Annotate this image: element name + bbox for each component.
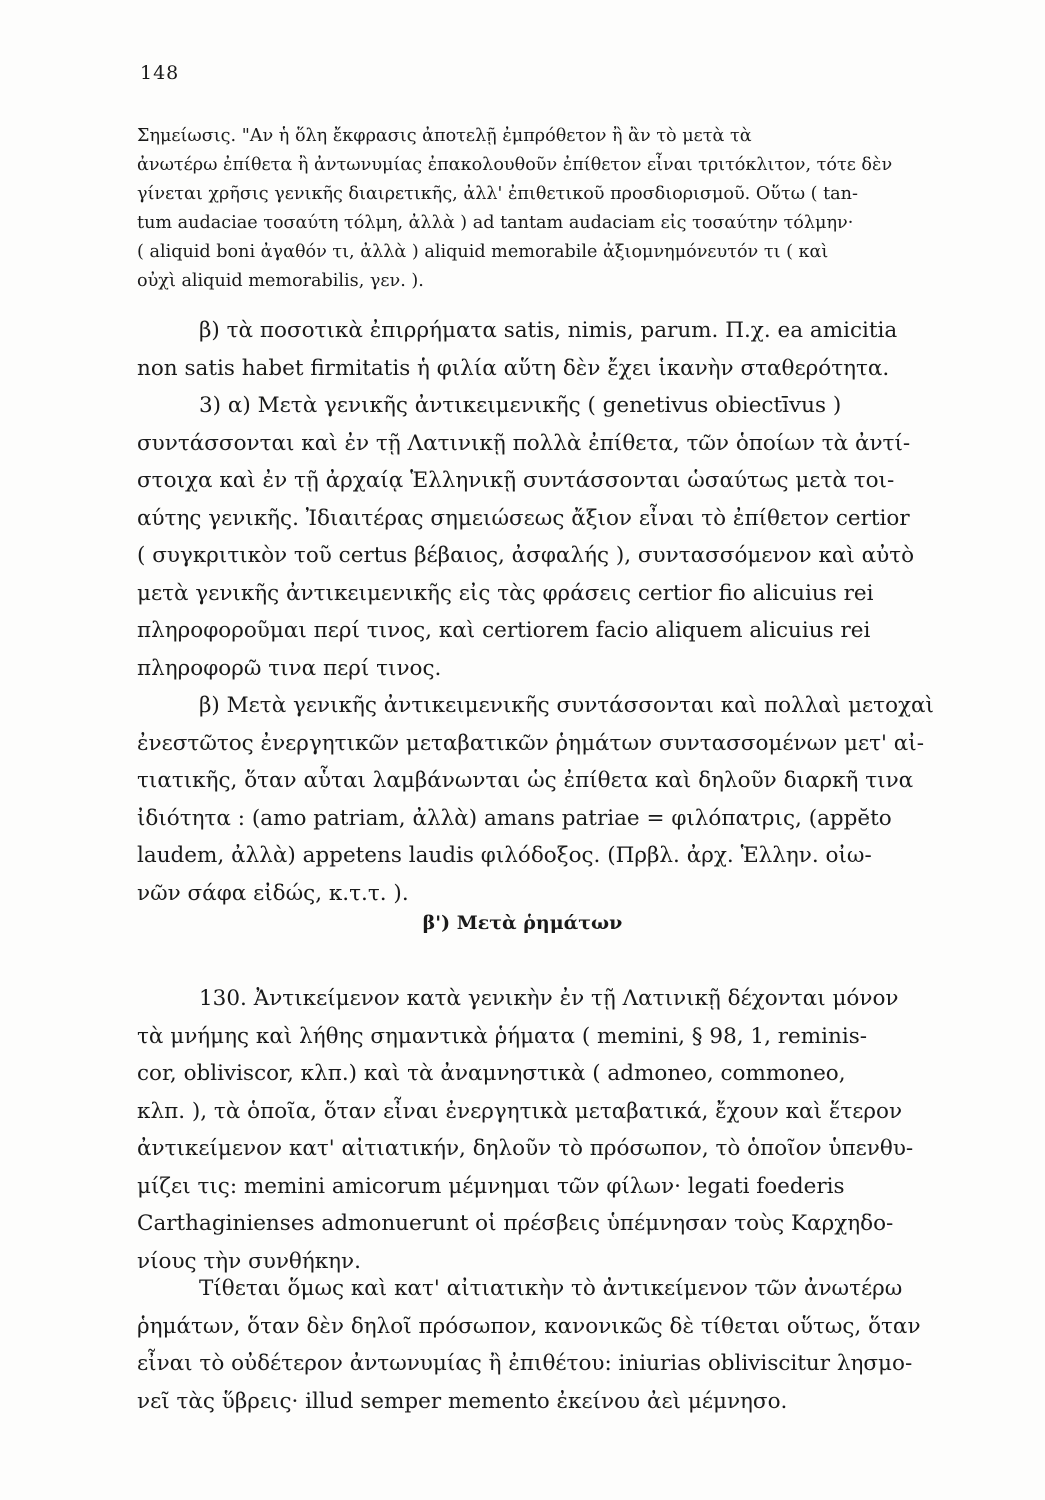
text-line: 3) α) Μετὰ γενικῆς ἀντικειμενικῆς ( genetivus obiectīvus ): [199, 393, 842, 418]
text-line: μίζει τις: memini amicorum μέμνημαι τῶν φίλων· legati foederis: [137, 1173, 845, 1199]
text-line: εἶναι τὸ οὐδέτερον ἀντωνυμίας ἢ ἐπιθέτου: iniurias obliviscitur λησμο-: [137, 1351, 913, 1376]
text-line: πληροφοροῦμαι περί τινος, καὶ certiorem facio aliquem alicuius rei: [137, 618, 871, 643]
text-line: ἀνωτέρω ἐπίθετα ἢ ἀντωνυμίας ἐπακολουθοῦν ἐπίθετον εἶναι τριτόκλιτον, τότε δὲν: [137, 155, 893, 175]
text-line: νῶν σάφα εἰδώς, κ.τ.τ. ).: [137, 880, 409, 906]
text-line: γίνεται χρῆσις γενικῆς διαιρετικῆς, ἀλλ' ἐπιθετικοῦ προσδιορισμοῦ. Οὕτω ( tan-: [137, 184, 858, 204]
paragraph-accusative: [137, 1270, 1003, 1420]
text-line: τιατικῆς, ὅταν αὗται λαμβάνωνται ὡς ἐπίθετα καὶ δηλοῦν διαρκῆ τινα: [137, 768, 914, 793]
text-line: τὰ μνήμης καὶ λήθης σημαντικὰ ῥήματα ( memini, § 98, 1, reminis-: [137, 1023, 868, 1049]
text-line: cor, obliviscor, κλπ.) καὶ τὰ ἀναμνηστικὰ ( admoneo, commoneo,: [137, 1061, 846, 1086]
text-line: laudem, ἀλλὰ) appetens laudis φιλόδοξος. (Πρβλ. ἀρχ. Ἑλλην. οἰω-: [137, 843, 872, 868]
text-line: ῥημάτων, ὅταν δὲν δηλοῖ πρόσωπον, κανονικῶς δὲ τίθεται οὕτως, ὅταν: [137, 1313, 921, 1339]
text-line: νίους τὴν συνθήκην.: [137, 1248, 361, 1274]
note-paragraph: [137, 122, 1003, 296]
text-line: tum audaciae τοσαύτη τόλμη, ἀλλὰ ) ad tantam audaciam εἰς τοσαύτην τόλμην·: [137, 213, 854, 233]
text-line: β) Μετὰ γενικῆς ἀντικειμενικῆς συντάσσονται καὶ πολλαὶ μετοχαὶ: [199, 693, 934, 718]
text-line: ( συγκριτικὸν τοῦ certus βέβαιος, ἀσφαλής ), συντασσόμενον καὶ αὐτὸ: [137, 543, 915, 568]
page-number: 148: [140, 62, 180, 84]
text-line: ἐνεστῶτος ἐνεργητικῶν μεταβατικῶν ῥημάτων συντασσομένων μετ' αἰ-: [137, 730, 924, 756]
text-line: Τίθεται ὅμως καὶ κατ' αἰτιατικὴν τὸ ἀντικείμενον τῶν ἀνωτέρω: [199, 1276, 903, 1301]
text-line: Carthaginienses admonuerunt οἱ πρέσβεις ὑπέμνησαν τοὺς Καρχηδο-: [137, 1211, 894, 1236]
text-line: μετὰ γενικῆς ἀντικειμενικῆς εἰς τὰς φράσεις certior fio alicuius rei: [137, 580, 874, 606]
paragraph-130: [137, 980, 1003, 1280]
text-line: νεῖ τὰς ὕβρεις· illud semper memento ἐκείνου ἀεὶ μέμνησο.: [137, 1388, 788, 1414]
text-line: ( aliquid boni ἀγαθόν τι, ἀλλὰ ) aliquid memorabile ἀξιομνημόνευτόν τι ( καὶ: [137, 242, 829, 262]
text-line: ἀντικείμενον κατ' αἰτιατικήν, δηλοῦν τὸ πρόσωπον, τὸ ὁποῖον ὑπενθυ-: [137, 1136, 914, 1161]
text-line: οὐχὶ aliquid memorabilis, γεν. ).: [137, 271, 424, 291]
text-line: κλπ. ), τὰ ὁποῖα, ὅταν εἶναι ἐνεργητικὰ μεταβατικά, ἔχουν καὶ ἕτερον: [137, 1098, 903, 1124]
text-line: non satis habet firmitatis ἡ φιλία αὕτη δὲν ἔχει ἱκανὴν σταθερότητα.: [137, 355, 890, 381]
section-heading: β') Μετὰ ῥημάτων: [422, 912, 623, 934]
text-line: β) τὰ ποσοτικὰ ἐπιρρήματα satis, nimis, parum. Π.χ. ea amicitia: [199, 318, 898, 343]
paragraph-adjectives-genitive: [137, 312, 1003, 912]
text-line: αύτης γενικῆς. Ἰδιαιτέρας σημειώσεως ἄξιον εἶναι τὸ ἐπίθετον certior: [137, 505, 910, 531]
text-line: 130. Ἀντικείμενον κατὰ γενικὴν ἐν τῇ Λατινικῇ δέχονται μόνον: [199, 986, 899, 1011]
text-line: συντάσσονται καὶ ἐν τῇ Λατινικῇ πολλὰ ἐπίθετα, τῶν ὁποίων τὰ ἀντί-: [137, 430, 911, 456]
text-line: ἰδιότητα : (amo patriam, ἀλλὰ) amans patriae = φιλόπατρις, (appĕto: [137, 805, 892, 831]
text-line: πληροφορῶ τινα περί τινος.: [137, 655, 442, 681]
text-line: στοιχα καὶ ἐν τῇ ἀρχαίᾳ Ἑλληνικῇ συντάσσονται ὡσαύτως μετὰ τοι-: [137, 468, 895, 493]
text-line: Σημείωσις. "Αν ἡ ὅλη ἔκφρασις ἀποτελῇ ἐμπρόθετον ἢ ἂν τὸ μετὰ τὰ: [137, 126, 752, 146]
